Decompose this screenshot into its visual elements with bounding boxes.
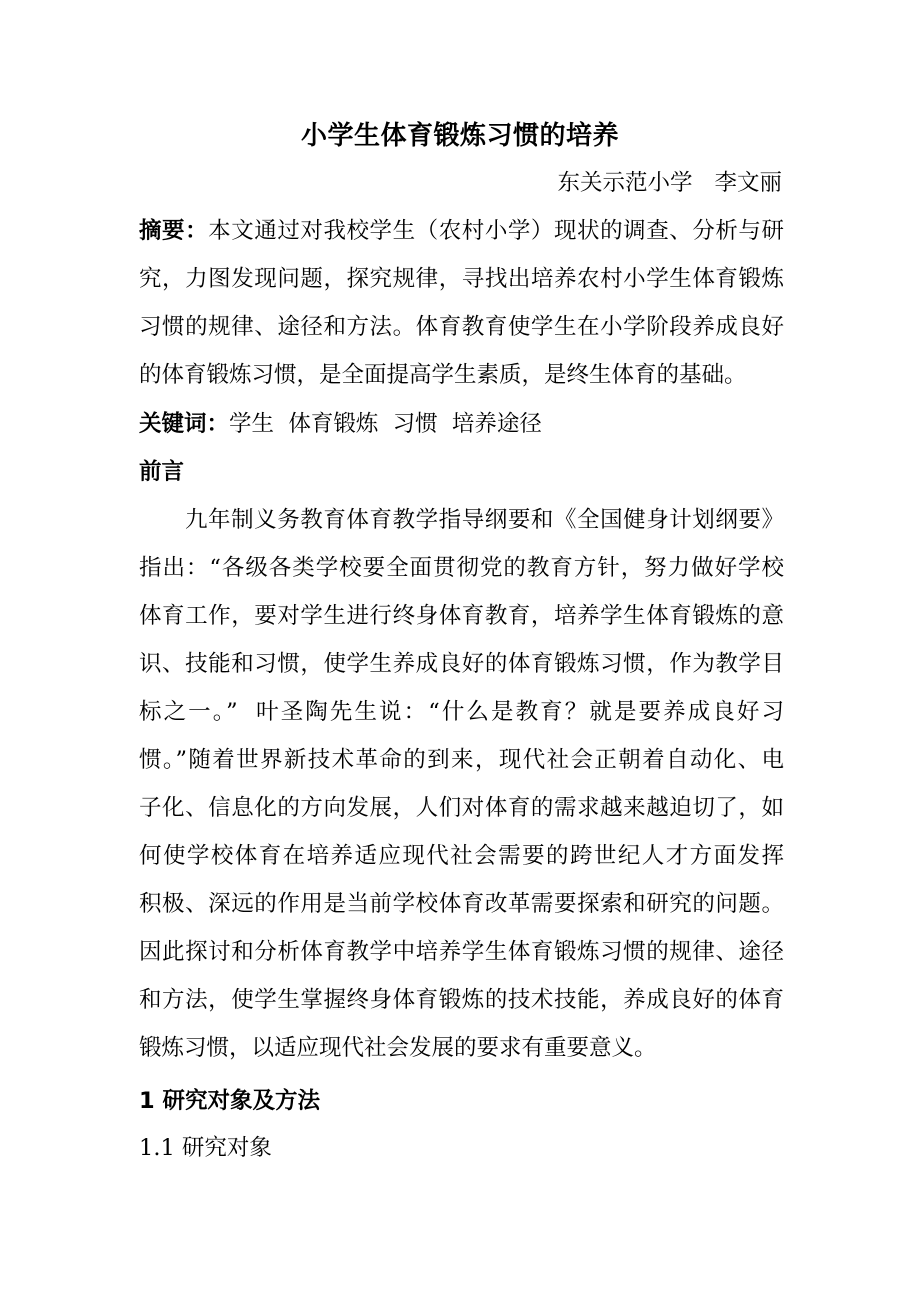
preface-line-11: 和方法，使学生掌握终身体育锻炼的技术技能，养成良好的体育: [139, 987, 784, 1013]
abstract-line-3: 习惯的规律、途径和方法。体育教育使学生在小学阶段养成良好: [139, 314, 784, 340]
preface-line-7: 子化、信息化的方向发展，人们对体育的需求越来越迫切了，如: [139, 795, 784, 821]
author-line: [557, 166, 782, 200]
preface-line-5: 标之一。” 叶圣陶先生说：“什么是教育？就是要养成良好习: [139, 699, 784, 725]
abstract-line-2: 究，力图发现问题，探究规律，寻找出培养农村小学生体育锻炼: [139, 266, 784, 292]
preface-heading: 前言: [139, 459, 185, 485]
preface-line-10: 因此探讨和分析体育教学中培养学生体育锻炼习惯的规律、途径: [139, 939, 784, 965]
preface-line-2: 指出：“各级各类学校要全面贯彻党的教育方针，努力做好学校: [139, 555, 784, 581]
author-school: 东关示范小学: [557, 170, 693, 196]
keywords-label: 关键词：: [139, 411, 230, 437]
abstract-line-1: [139, 214, 784, 248]
preface-line-9: 积极、深远的作用是当前学校体育改革需要探索和研究的问题。: [139, 891, 784, 917]
author-name: 李文丽: [714, 170, 782, 196]
preface-line-4: 识、技能和习惯，使学生养成良好的体育锻炼习惯，作为教学目: [139, 651, 784, 677]
document-title: 小学生体育锻炼习惯的培养: [300, 121, 619, 151]
keywords-line: [139, 407, 784, 441]
keywords-text: 学生 体育锻炼 习惯 培养途径: [229, 411, 542, 437]
abstract-line-4: 的体育锻炼习惯，是全面提高学生素质，是终生体育的基础。: [139, 362, 747, 388]
preface-line-12: 锻炼习惯，以适应现代社会发展的要求有重要意义。: [139, 1035, 657, 1061]
abstract-text-1: 本文通过对我校学生（农村小学）现状的调查、分析与研: [208, 218, 784, 244]
preface-line-1: 九年制义务教育体育教学指导纲要和《全国健身计划纲要》: [185, 507, 784, 533]
preface-line-8: 何使学校体育在培养适应现代社会需要的跨世纪人才方面发挥: [139, 843, 784, 869]
section-1-heading: 1 研究对象及方法: [139, 1088, 320, 1114]
preface-line-6: 惯。”随着世界新技术革命的到来，现代社会正朝着自动化、电: [139, 747, 784, 773]
section-1-1-heading: 1.1 研究对象: [139, 1135, 272, 1161]
preface-line-3: 体育工作，要对学生进行终身体育教育，培养学生体育锻炼的意: [139, 603, 784, 629]
abstract-label: 摘要：: [139, 218, 209, 244]
